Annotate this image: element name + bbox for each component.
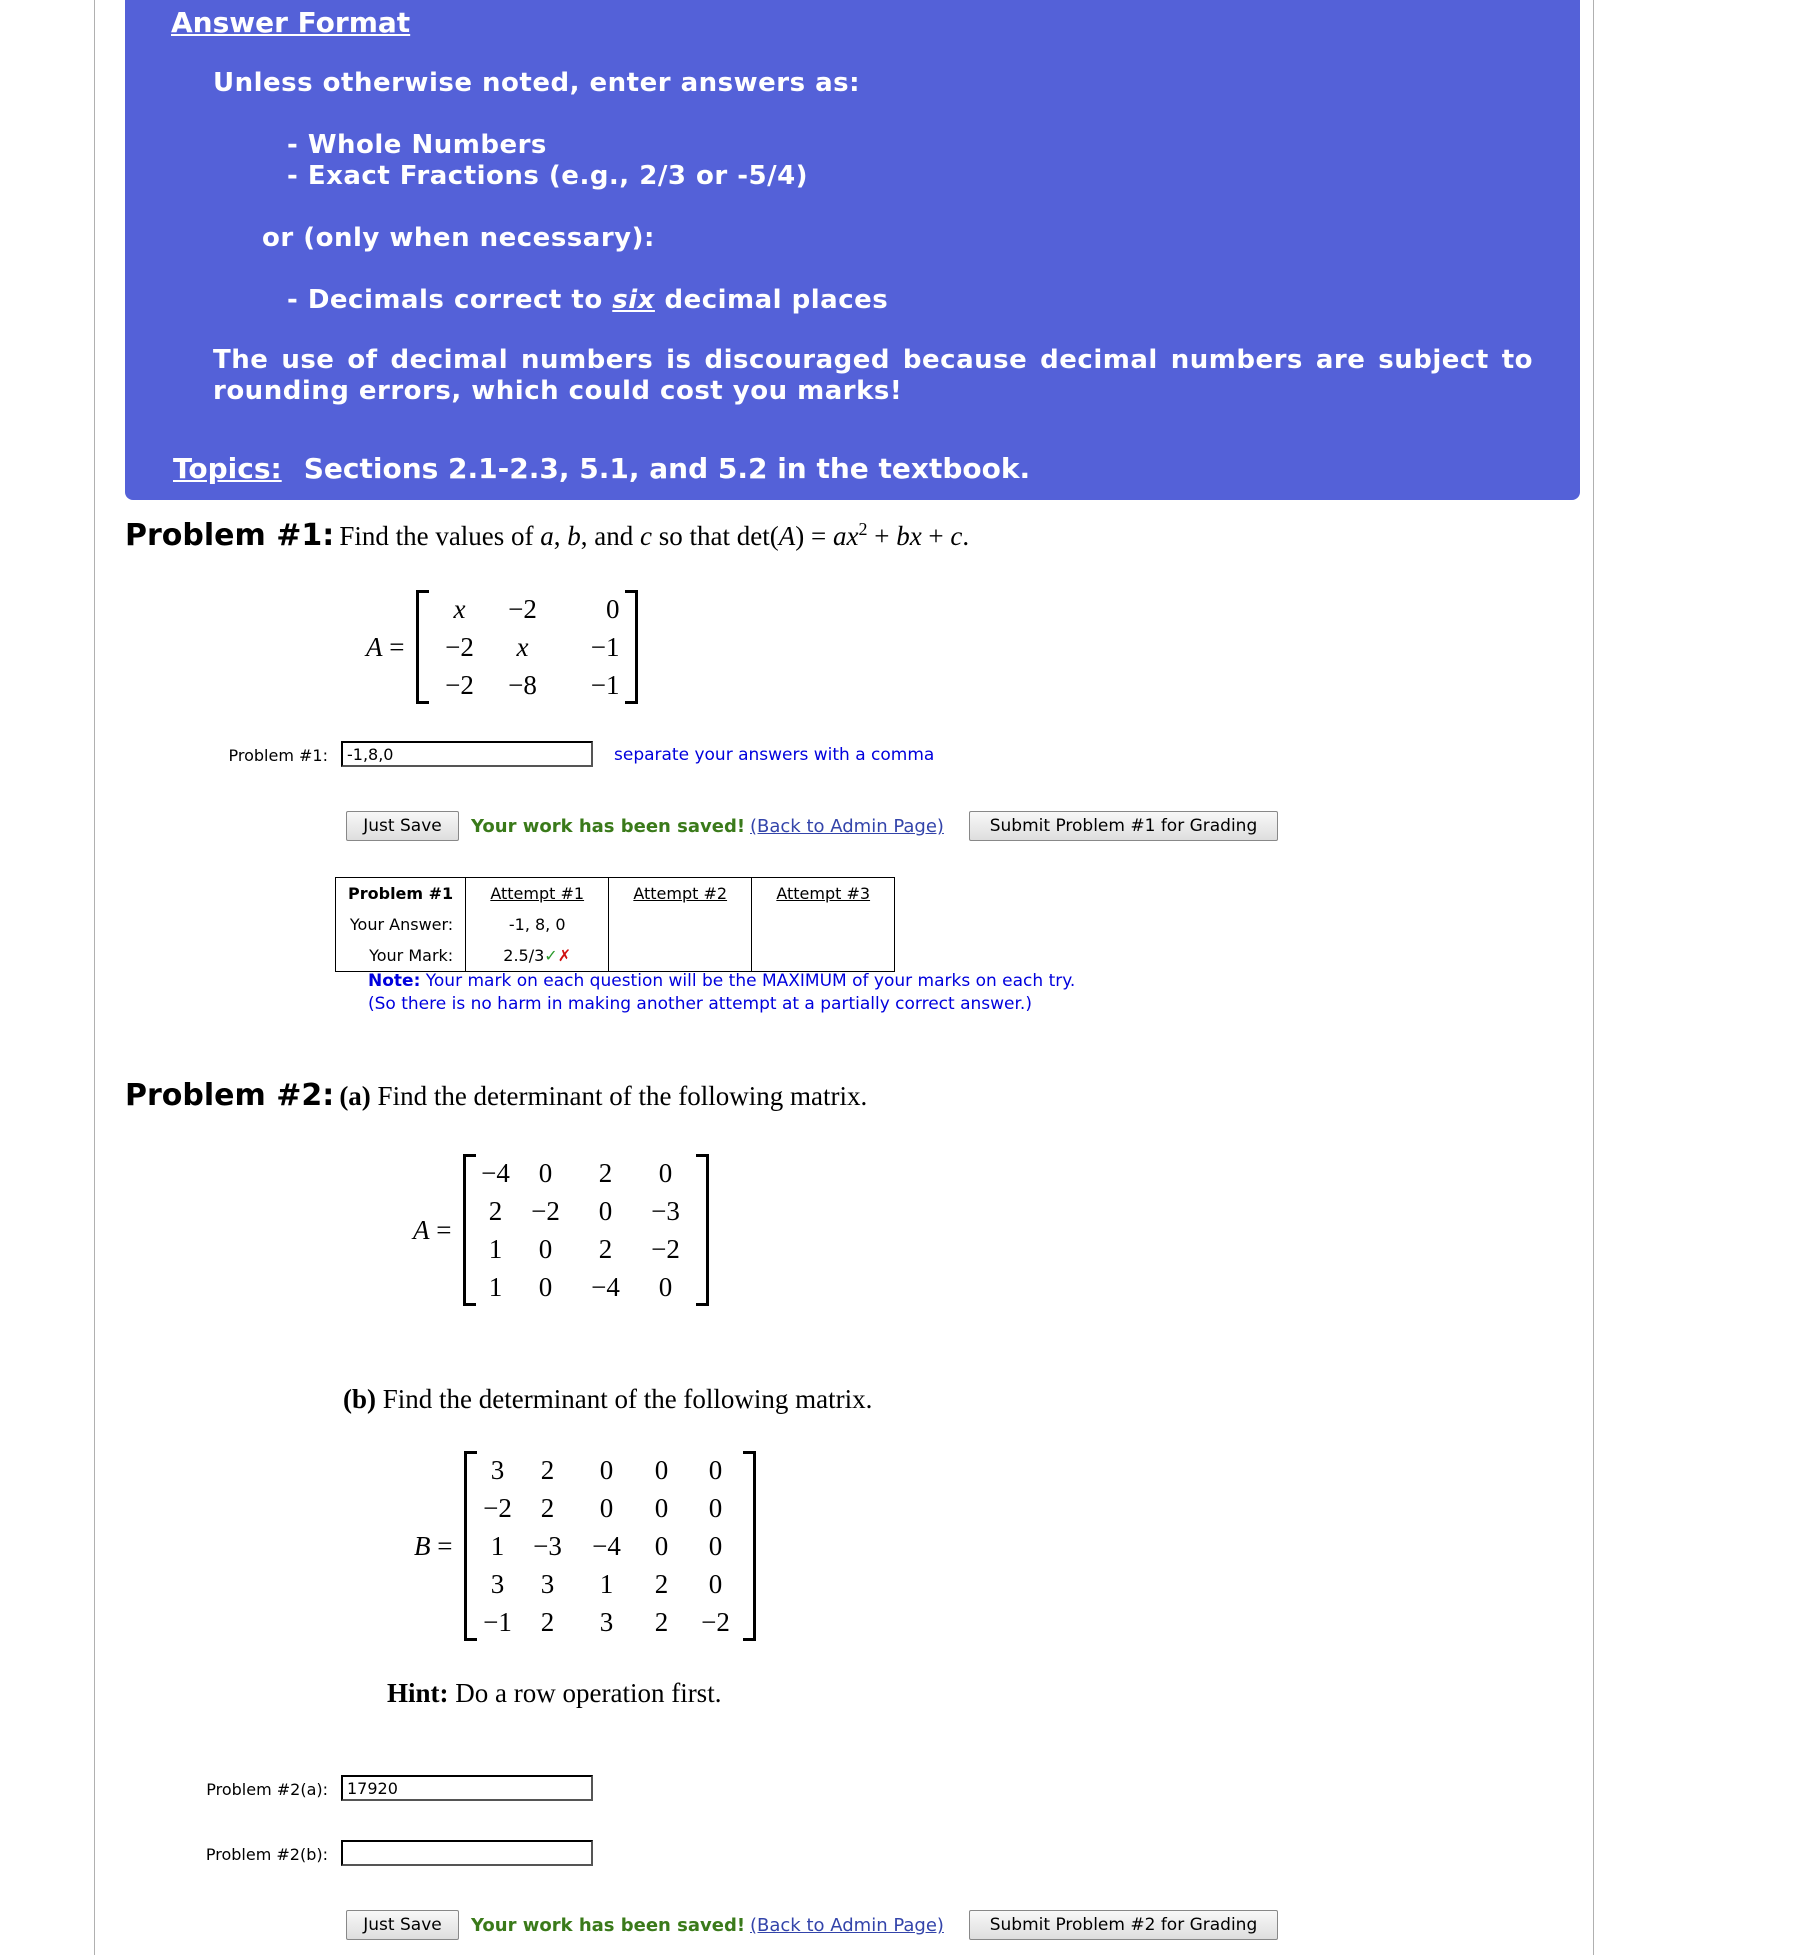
answer-format-title[interactable]: Answer Format (171, 6, 411, 39)
matrix-cell: 0 (708, 1530, 723, 1561)
matrix-cell: −3 (651, 1195, 680, 1226)
matrix-cell: −2 (445, 631, 474, 662)
matrix-cell: 0 (599, 1492, 614, 1523)
matrix-cell: −4 (591, 1271, 620, 1302)
attempt1-answer: -1, 8, 0 (466, 909, 609, 940)
problem2a-input-label: Problem #2(a): (206, 1780, 328, 1799)
matrix-cell: 0 (708, 1492, 723, 1523)
problem1-submit-button[interactable]: Submit Problem #1 for Grading (969, 811, 1278, 841)
problem1-admin-link[interactable]: (Back to Admin Page) (750, 816, 944, 837)
problem1-just-save-button[interactable]: Just Save (346, 811, 459, 841)
matrix-b-brackets (464, 1451, 756, 1641)
matrix-cell: 2 (540, 1492, 555, 1523)
matrix-cell: −4 (592, 1530, 621, 1561)
matrix-cell: 0 (658, 1157, 673, 1188)
matrix-cell: 2 (540, 1454, 555, 1485)
note-label: Note: (368, 971, 421, 991)
problem2-part-a: (a) Find the determinant of the following matrix. (339, 1081, 868, 1111)
matrix-cell: 0 (658, 1271, 673, 1302)
format-item-decimals (287, 285, 888, 315)
matrix-cell: 1 (488, 1271, 503, 1302)
attempt3-mark (752, 940, 895, 972)
matrix-cell: 0 (538, 1271, 553, 1302)
matrix-cell: 3 (599, 1606, 614, 1637)
check-icon: ✓ (544, 946, 558, 965)
problem1-attempts-table (335, 877, 895, 972)
problem1-question (125, 518, 969, 553)
matrix-cell: −2 (508, 593, 537, 624)
problem2-part-b: (b) Find the determinant of the following matrix. (343, 1384, 873, 1414)
problem2-admin-link[interactable]: (Back to Admin Page) (750, 1915, 944, 1936)
matrix-cell: 1 (490, 1530, 505, 1561)
matrix-cell: 2 (598, 1233, 613, 1264)
matrix-cell: 0 (708, 1454, 723, 1485)
problem2-hint: Hint: Do a row operation first. (387, 1678, 722, 1708)
matrix-cell: −3 (533, 1530, 562, 1561)
topics-line (173, 452, 1030, 485)
problem1-input-hint: separate your answers with a comma (614, 745, 935, 765)
format-item-fractions: - Exact Fractions (e.g., 2/3 or -5/4) (287, 161, 809, 191)
attempt3-answer (752, 909, 895, 940)
problem2b-input-label: Problem #2(b): (205, 1845, 328, 1864)
matrix-cell: 0 (598, 1195, 613, 1226)
matrix-cell: x (453, 593, 466, 624)
matrix-cell: −8 (508, 669, 537, 700)
matrix-cell: 0 (654, 1492, 669, 1523)
attempt1-mark: 2.5/3✓✗ (466, 940, 609, 972)
problem2-question-a (125, 1078, 867, 1113)
matrix-cell: 0 (599, 1454, 614, 1485)
problem2b-answer-input[interactable] (341, 1840, 593, 1866)
matrix-cell: 0 (538, 1233, 553, 1264)
matrix-cell: 0 (654, 1530, 669, 1561)
decimals-pre: - Decimals correct to (287, 285, 613, 315)
matrix-cell: 1 (488, 1233, 503, 1264)
problem2-just-save-button[interactable]: Just Save (346, 1910, 459, 1940)
attempts-header: Problem #1 (336, 878, 466, 910)
attempt2-answer (609, 909, 752, 940)
topics-text: Sections 2.1-2.3, 5.1, and 5.2 in the textbook. (303, 452, 1031, 485)
matrix-cell: −2 (651, 1233, 680, 1264)
problem1-matrix (366, 590, 638, 704)
matrix-cell: 3 (540, 1568, 555, 1599)
matrix-cell: −2 (483, 1492, 512, 1523)
problem1-answer-input[interactable] (341, 741, 593, 767)
answer-format-intro: Unless otherwise noted, enter answers as: (213, 68, 861, 98)
matrix-cell: −1 (590, 669, 620, 700)
matrix-cell: 1 (599, 1568, 614, 1599)
matrix-cell: 2 (488, 1195, 503, 1226)
problem2a-answer-input[interactable] (341, 1775, 593, 1801)
attempt2-mark (609, 940, 752, 972)
matrix-cell: 0 (654, 1454, 669, 1485)
matrix-cell: −1 (483, 1606, 512, 1637)
matrix-cell: −2 (445, 669, 474, 700)
problem2-saved-message: Your work has been saved! (471, 1915, 746, 1936)
matrix-cell: 3 (490, 1568, 505, 1599)
matrix-cell: −2 (531, 1195, 560, 1226)
attempt1-link[interactable]: Attempt #1 (490, 884, 585, 903)
answer-format-panel (125, 0, 1580, 500)
problem1-input-label: Problem #1: (228, 746, 328, 765)
matrix-a-label: A = (413, 1214, 452, 1245)
topics-label[interactable]: Topics: (173, 452, 282, 485)
your-mark-label: Your Mark: (336, 940, 466, 972)
problem1-mark-note: Note: Your mark on each question will be the MAXIMUM of your marks on each try. (So there is no harm in making another attempt at a partially correct answer.) (368, 971, 1076, 1014)
problem2-heading: Problem #2: (125, 1078, 335, 1113)
matrix-cell: 0 (605, 593, 620, 624)
decimals-post: decimal places (654, 285, 889, 315)
matrix-label: A = (366, 631, 405, 662)
matrix-cell: −4 (481, 1157, 510, 1188)
decimal-warning: The use of decimal numbers is discouraged because decimal numbers are subject to rounding errors, which could cost you marks! (213, 345, 1533, 406)
matrix-cell: 2 (654, 1568, 669, 1599)
format-or-line: or (only when necessary): (262, 223, 655, 253)
note-line2: (So there is no harm in making another attempt at a partially correct answer.) (368, 994, 1032, 1014)
matrix-cell: 2 (540, 1606, 555, 1637)
problem2-matrix-b (414, 1451, 756, 1641)
matrix-cell: 0 (708, 1568, 723, 1599)
format-item-whole: - Whole Numbers (287, 130, 547, 160)
matrix-cell: 0 (538, 1157, 553, 1188)
your-answer-label: Your Answer: (336, 909, 466, 940)
problem1-heading: Problem #1: (125, 518, 335, 553)
attempt3-link[interactable]: Attempt #3 (776, 884, 871, 903)
matrix-cell: x (516, 631, 529, 662)
matrix-brackets (416, 590, 638, 704)
decimals-six: six (612, 285, 655, 315)
problem1-saved-message: Your work has been saved! (471, 816, 746, 837)
matrix-cell: −2 (701, 1606, 730, 1637)
matrix-cell: 2 (598, 1157, 613, 1188)
matrix-cell: −1 (590, 631, 620, 662)
attempt2-link[interactable]: Attempt #2 (633, 884, 728, 903)
matrix-cell: 2 (654, 1606, 669, 1637)
problem1-text: Find the values of a, b, and c so that $\det(A) = ax^2$ + bx + c. (339, 519, 970, 551)
matrix-a-brackets (463, 1154, 709, 1306)
problem2-matrix-a (413, 1154, 709, 1306)
cross-icon: ✗ (557, 946, 572, 965)
matrix-cell: 3 (490, 1454, 505, 1485)
matrix-b-label: B = (414, 1530, 453, 1561)
problem2-submit-button[interactable]: Submit Problem #2 for Grading (969, 1910, 1278, 1940)
